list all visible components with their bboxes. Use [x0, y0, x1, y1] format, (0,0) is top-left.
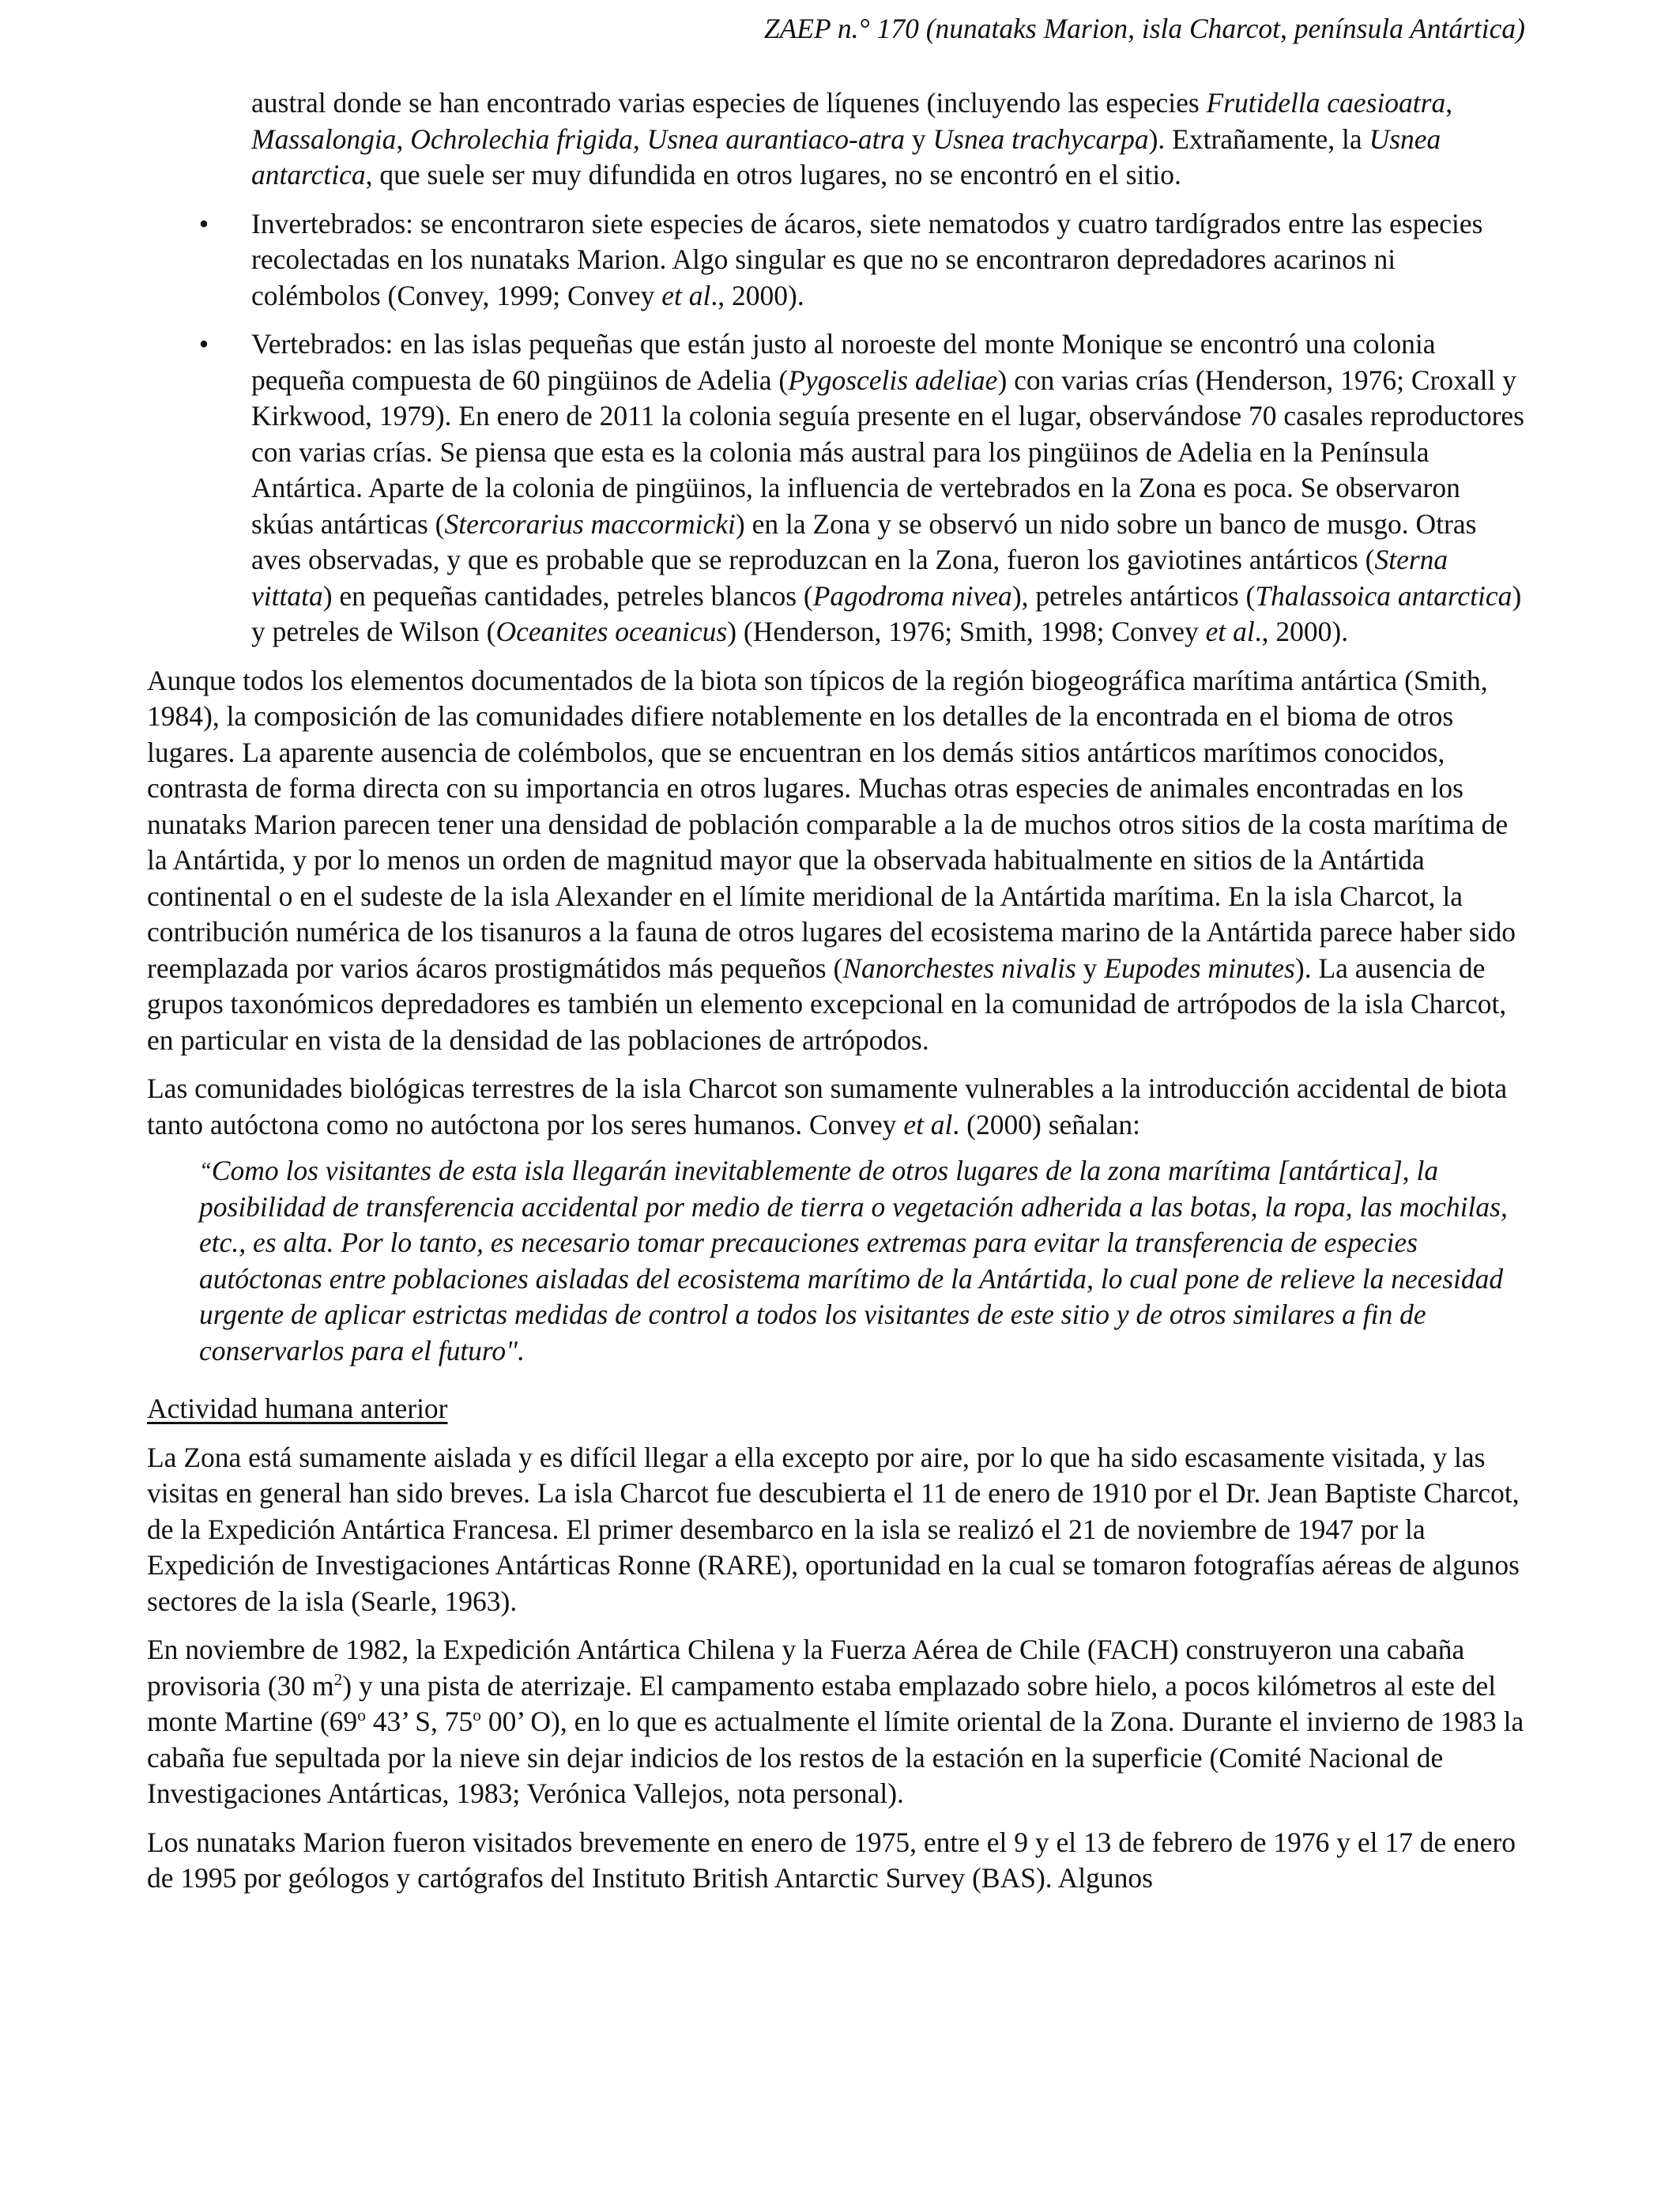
- italic-text: et al: [903, 1108, 953, 1140]
- italic-text: Pagodroma nivea: [812, 579, 1012, 612]
- paragraph-biota-composition: [147, 663, 1525, 1059]
- text-run: austral donde se han encontrado varias especies de líquenes (incluyendo las especies: [251, 87, 1207, 119]
- bullet-icon: •: [198, 328, 209, 360]
- text-run: ., 2000).: [1254, 616, 1349, 647]
- italic-text: Ochrolechia frigida: [410, 123, 633, 155]
- text-run: ,: [396, 123, 411, 155]
- paragraph-history-bas-visits: [147, 1825, 1525, 1897]
- paragraph-history-discovery: [147, 1440, 1525, 1620]
- text-run: ., 2000).: [710, 279, 804, 311]
- text-run: La Zona está sumamente aislada y es difícil llegar a ella excepto por aire, por lo que ha sido escasamente visitada, y las visitas en general han sido breves. La isla Charcot fue descubierta el 11 de enero de 1910 por el Dr. Jean Baptiste Charcot, de la Expedición Antártica Francesa. El primer desembarco en la isla se realizó el 21 de noviembre de 1947 por la Expedición de Investigaciones Antárticas Ronne (RARE), oportunidad en la cual se tomaron fotografías aéreas de algunos sectores de la isla (Searle, 1963).: [147, 1441, 1520, 1617]
- section-heading: Actividad humana anterior: [147, 1393, 448, 1424]
- paragraph-vulnerability: [147, 1071, 1525, 1143]
- text-run: Invertebrados: se encontraron siete especies de ácaros, siete nematodos y cuatro tardígrados entre las especies recolectadas en los nunataks Marion. Algo singular es que no se encontraron depredadores acarinos ni colémbolos (Convey, 1999; Convey: [251, 207, 1483, 311]
- text-run: y: [905, 123, 933, 155]
- italic-text: et al: [1205, 616, 1255, 647]
- text-run: 00’ O), en lo que es actualmente el límite oriental de la Zona. Durante el invierno de 1983 la cabaña fue sepultada por la nieve sin dejar indicios de los restos de la estación en la superficie (Comité Nacional de Investigaciones Antárticas, 1983; Verónica Vallejos, nota personal).: [147, 1706, 1524, 1809]
- paragraph-history-chilean-camp: [147, 1632, 1525, 1812]
- running-header: ZAEP n.° 170 (nunataks Marion, isla Charcot, península Antártica): [763, 13, 1525, 44]
- superscript-text: o: [473, 1706, 481, 1725]
- text-run: ) en la Zona y se observó un nido sobre un banco de musgo. Otras aves observadas, y que es probable que se reproduzcan en la Zona, fueron los gaviotines antárticos (: [251, 507, 1477, 575]
- italic-text: Oceanites oceanicus: [495, 616, 728, 647]
- section-heading-wrap: [147, 1391, 1525, 1427]
- block-quote: [199, 1153, 1511, 1369]
- list-item-vertebrates: [147, 326, 1525, 650]
- list-item-invertebrates: [147, 206, 1525, 315]
- text-run: ). Extrañamente, la: [1148, 123, 1369, 155]
- italic-text: Usnea antarctica: [251, 123, 1441, 190]
- italic-text: Pygoscelis adeliae: [788, 364, 998, 396]
- italic-text: Usnea aurantiaco-atra: [646, 123, 905, 155]
- text-run: Vertebrados: en las islas pequeñas que están justo al noroeste del monte Monique se encontró una colonia pequeña compuesta de 60 pingüinos de Adelia (: [251, 328, 1436, 396]
- quote-text: Como los visitantes de esta isla llegarán inevitablemente de otros lugares de la zona marítima [antártica], la posibilidad de transferencia accidental por medio de tierra o vegetación adherida a las botas, la ropa, las mochilas, etc., es alta. Por lo tanto, es necesario tomar precauciones extremas para evitar la transferencia de especies autóctonas entre poblaciones aisladas del ecosistema marítimo de la Antártida, lo cual pone de relieve la necesidad urgente de aplicar estrictas medidas de control a todos los visitantes de este sitio y de otros similares a fin de conservarlos para el futuro".: [199, 1155, 1508, 1367]
- biota-list: [147, 85, 1525, 650]
- text-run: Las comunidades biológicas terrestres de la isla Charcot son sumamente vulnerables a la introducción accidental de biota tanto autóctona como no autóctona por los seres humanos. Convey: [147, 1072, 1508, 1140]
- quote-open-mark: “: [199, 1159, 212, 1183]
- text-run: ,: [632, 123, 647, 155]
- list-item-text: [251, 328, 1524, 647]
- text-run: ) en pequeñas cantidades, petreles blancos (: [322, 579, 813, 612]
- italic-text: Nanorchestes nivalis: [842, 952, 1076, 984]
- text-run: ) (Henderson, 1976; Smith, 1998; Convey: [727, 616, 1206, 647]
- text-run: . (2000) señalan:: [952, 1108, 1141, 1140]
- text-run: , que suele ser muy difundida en otros lugares, no se encontró en el sitio.: [365, 159, 1181, 190]
- text-run: Aunque todos los elementos documentados de la biota son típicos de la región biogeográfica marítima antártica (Smith, 1984), la composición de las comunidades difiere notablemente en los detalles de la encontrada en el bioma de otros lugares. La aparente ausencia de colémbolos, que se encuentran en los demás sitios antárticos marítimos conocidos, contrasta de forma directa con su importancia en otros lugares. Muchas otras especies de animales encontradas en los nunataks Marion parecen tener una densidad de población comparable a la de muchos otros sitios de la costa marítima de la Antártida, y por lo menos un orden de magnitud mayor que la observada habitualmente en sitios de la Antártida continental o en el sudeste de la isla Alexander en el límite meridional de la Antártida marítima. En la isla Charcot, la contribución numérica de los tisanuros a la fauna de otros lugares del ecosistema marino de la Antártida parece haber sido reemplazada por varios ácaros prostigmátidos más pequeños (: [147, 664, 1516, 984]
- list-item-text: [251, 208, 1482, 311]
- list-item-text: [251, 87, 1452, 190]
- list-item-lichens-continuation: [147, 85, 1525, 194]
- text-run: ), petreles antárticos (: [1011, 579, 1256, 612]
- document-body: [147, 85, 1525, 1897]
- italic-text: Stercorarius maccormicki: [444, 507, 736, 540]
- italic-text: Frutidella caesioatra: [1206, 87, 1446, 119]
- text-run: y: [1075, 952, 1105, 984]
- text-run: Los nunataks Marion fueron visitados brevemente en enero de 1975, entre el 9 y el 13 de febrero de 1976 y el 17 de enero de 1995 por geólogos y cartógrafos del Instituto British Antarctic Survey (BAS). Algunos: [147, 1826, 1516, 1894]
- italic-text: et al: [661, 279, 711, 311]
- italic-text: Massalongia: [251, 123, 397, 155]
- italic-text: Sterna vittata: [251, 544, 1448, 612]
- text-run: En noviembre de 1982, la Expedición Antártica Chilena y la Fuerza Aérea de Chile (FACH) construyeron una cabaña provisoria (30 m: [147, 1634, 1465, 1702]
- text-run: ) y petreles de Wilson (: [251, 579, 1522, 647]
- text-run: ) con varias crías (Henderson, 1976; Croxall y Kirkwood, 1979). En enero de 2011 la colonia seguía presente en el lugar, observándose 70 casales reproductores con varias crías. Se piensa que esta es la colonia más austral para los pingüinos de Adelia en la Península Antártica. Aparte de la colonia de pingüinos, la influencia de vertebrados en la Zona es poca. Se observaron skúas antárticas (: [251, 364, 1524, 540]
- italic-text: Usnea trachycarpa: [932, 123, 1149, 155]
- text-run: ). La ausencia de grupos taxonómicos depredadores es también un elemento excepcional en la comunidad de artrópodos de la isla Charcot, en particular en vista de la densidad de las poblaciones de artrópodos.: [147, 952, 1507, 1056]
- bullet-icon: •: [198, 207, 209, 239]
- superscript-text: 2: [333, 1669, 343, 1689]
- text-run: ,: [1445, 87, 1453, 119]
- italic-text: Thalassoica antarctica: [1255, 579, 1512, 612]
- superscript-text: o: [357, 1706, 366, 1725]
- text-run: ) y una pista de aterrizaje. El campamento estaba emplazado sobre hielo, a pocos kilómetros al este del monte Martine (69: [147, 1669, 1497, 1737]
- italic-text: Eupodes minutes: [1104, 952, 1295, 984]
- text-run: 43’ S, 75: [365, 1706, 473, 1737]
